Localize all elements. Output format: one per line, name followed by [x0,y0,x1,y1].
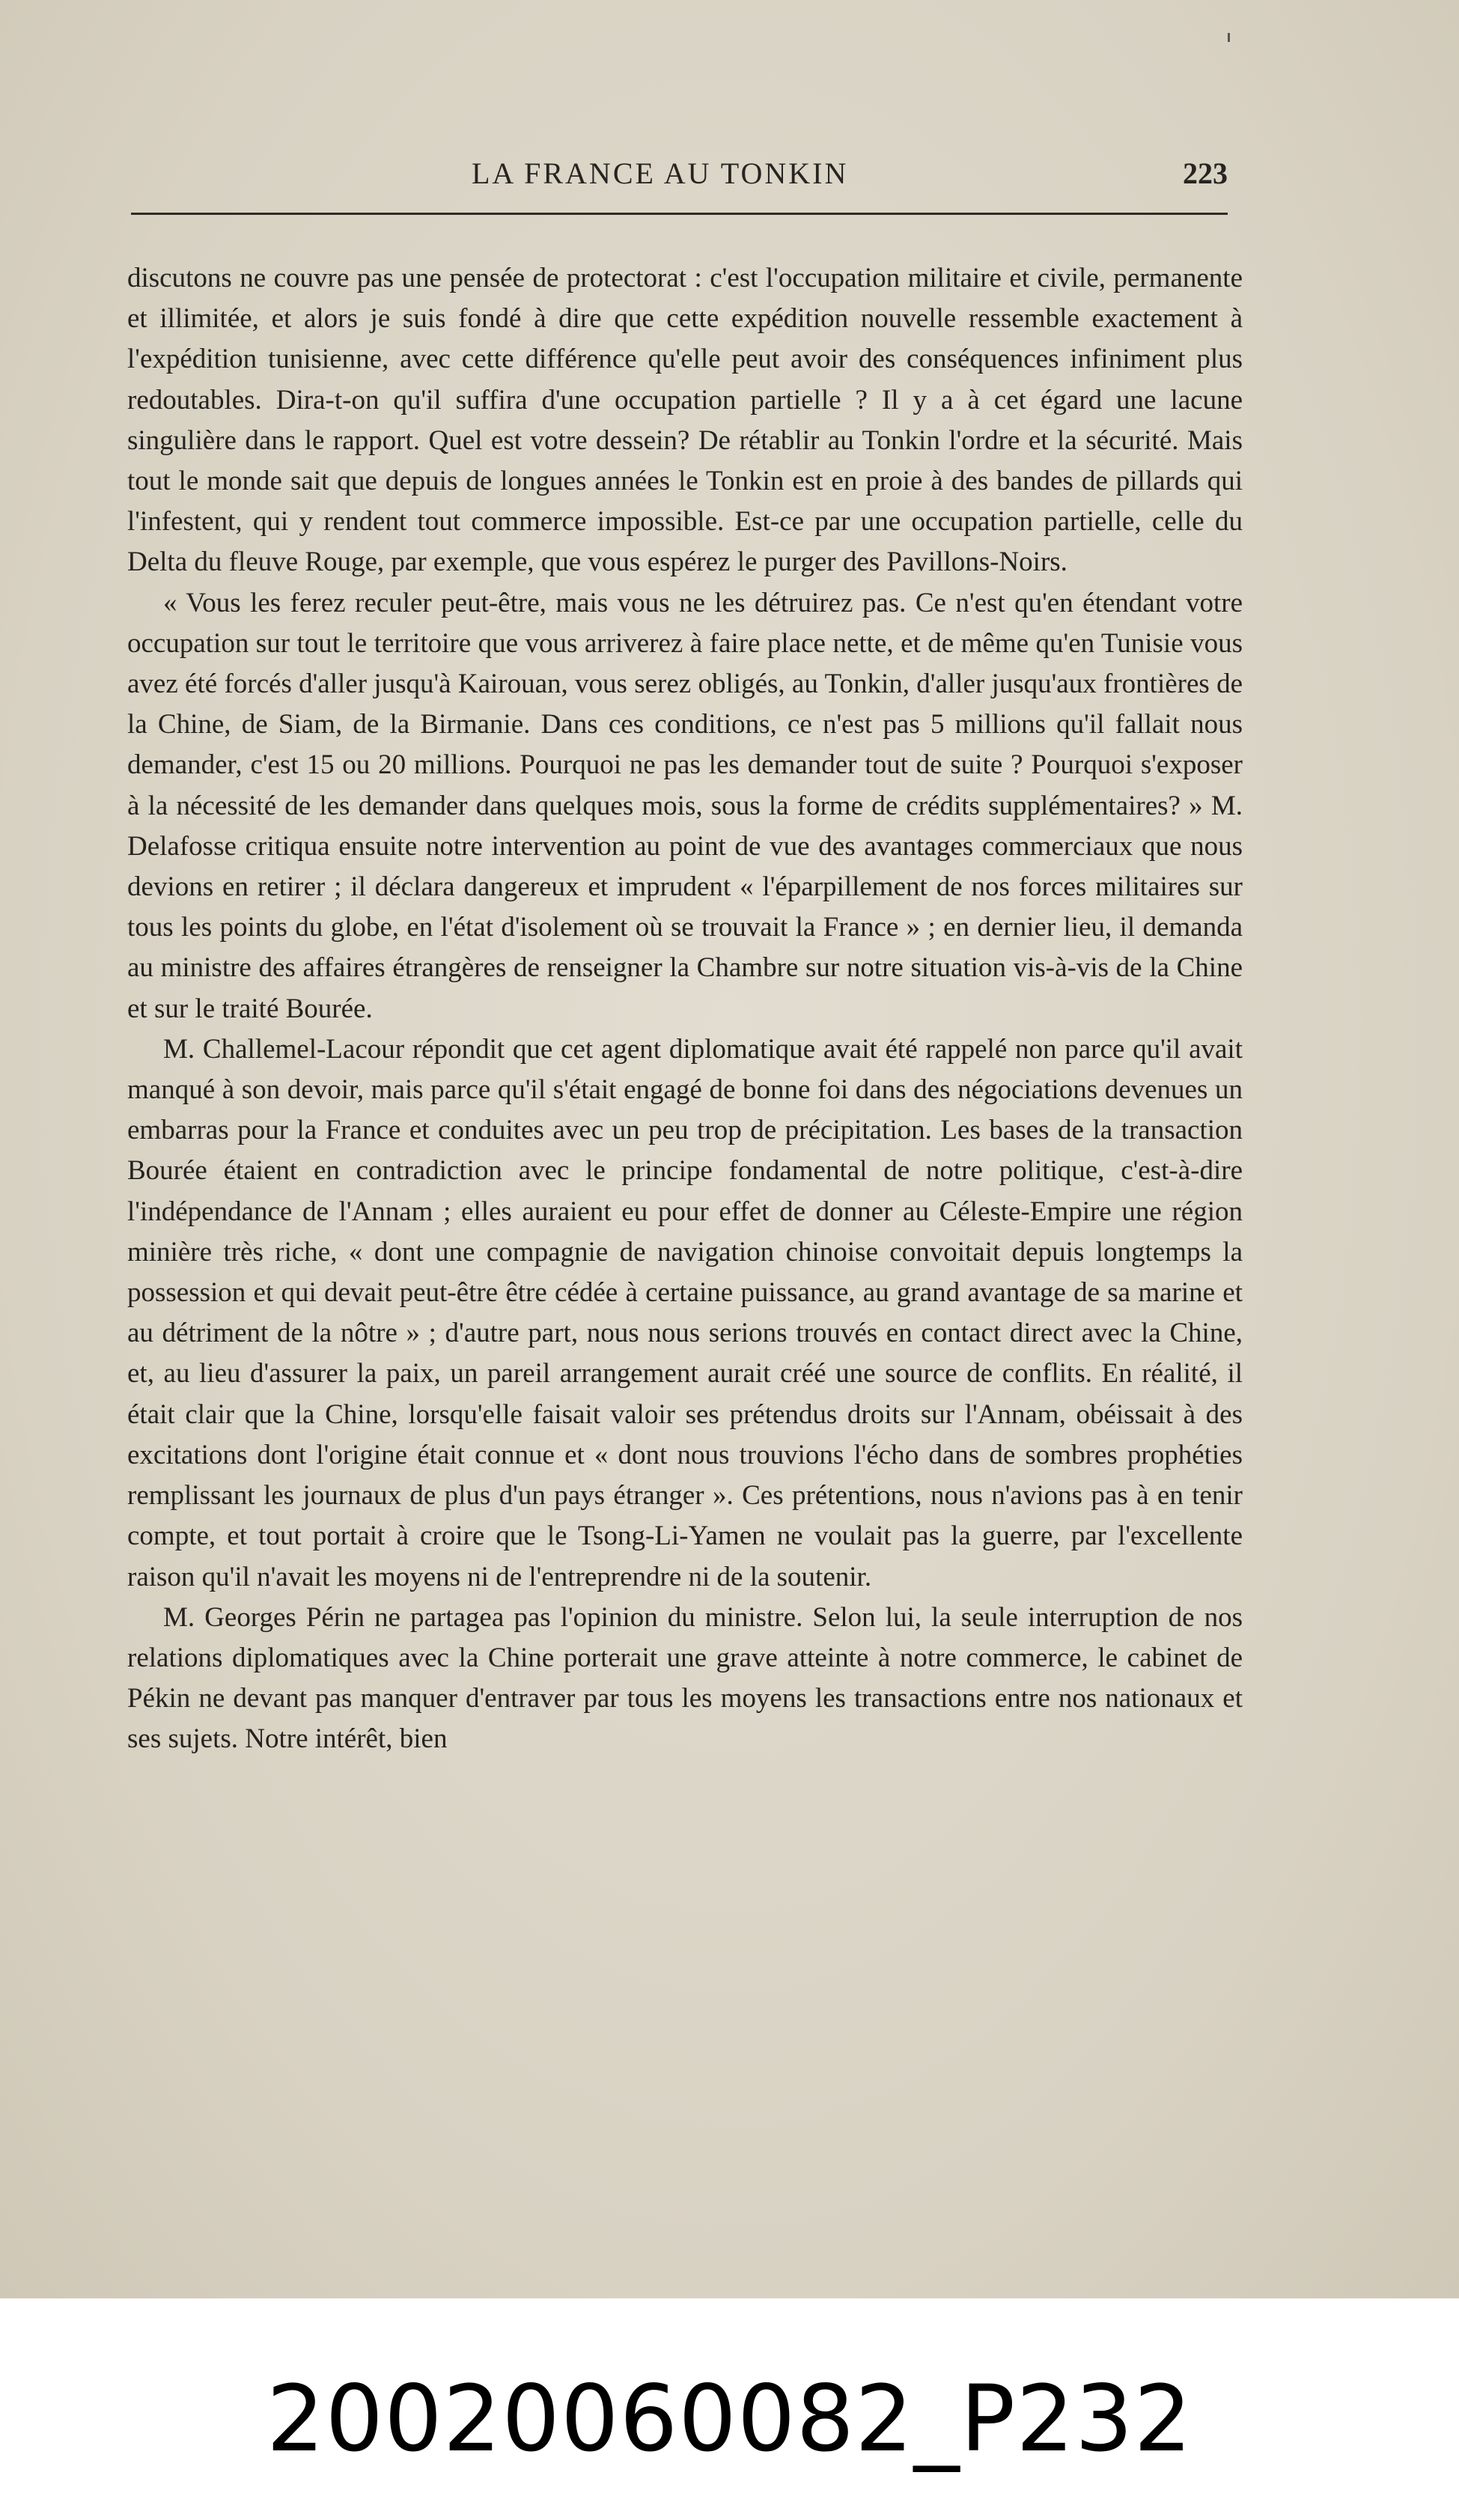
running-title: LA FRANCE AU TONKIN [472,156,849,190]
body-text [127,258,1243,1760]
scan-mark [1228,33,1230,42]
file-label: 20020060082_P232 [266,2366,1193,2472]
paragraph-3: M. Challemel-Lacour répondit que cet agent diplomatique avait été rappelé non parce qu'il avait manqué à son devoir, mais parce qu'il s'était engagé de bonne foi dans des négociations devenues un embarras pour la France et conduites avec un peu trop de précipitation. Les bases de la transaction Bourée étaient en contradiction avec le principe fondamental de notre politique, c'est-à-dire l'indépendance de l'Annam ; elles auraient eu pour effet de donner au Céleste-Empire une région minière très riche, « dont une compagnie de navigation chinoise convoitait depuis longtemps la possession et qui devait peut-être être cédée à certaine puissance, au grand avantage de sa marine et au détriment de la nôtre » ; d'autre part, nous nous serions trouvés en contact direct avec la Chine, et, au lieu d'assurer la paix, un pareil arrangement aurait créé une source de conflits. En réalité, il était clair que la Chine, lorsqu'elle faisait valoir ses prétendus droits sur l'Annam, obéissait à des excitations dont l'origine était connue et « dont nous trouvions l'écho dans de sombres prophéties remplissant les journaux de plus d'un pays étranger ». Ces prétentions, nous n'avions pas à en tenir compte, et tout portait à croire que le Tsong-Li-Yamen ne voulait pas la guerre, par l'excellente raison qu'il n'avait les moyens ni de l'entreprendre ni de la soutenir. [127,1033,1243,1592]
header-rule [131,213,1228,215]
page-number: 223 [1183,156,1228,190]
paragraph-2: « Vous les ferez reculer peut-être, mais vous ne les détruirez pas. Ce n'est qu'en étendant votre occupation sur tout le territoire que vous arriverez à faire place nette, et de même qu'en Tunisie vous avez été forcés d'aller jusqu'à Kairouan, vous serez obligés, au Tonkin, d'aller jusqu'aux frontières de la Chine, de Siam, de la Birmanie. Dans ces conditions, ce n'est pas 5 millions qu'il fallait nous demander, c'est 15 ou 20 millions. Pourquoi ne pas les demander tout de suite ? Pourquoi s'exposer à la nécessité de les demander dans quelques mois, sous la forme de crédits supplémentaires? » M. Delafosse critiqua ensuite notre intervention au point de vue des avantages commerciaux que nous devions en retirer ; il déclara dangereux et imprudent « l'éparpillement de nos forces militaires sur tous les points du globe, en l'état d'isolement où se trouvait la France » ; en dernier lieu, il demanda au ministre des affaires étrangères de renseigner la Chambre sur notre situation vis-à-vis de la Chine et sur le traité Bourée. [127,587,1243,1024]
paragraph-4: M. Georges Périn ne partagea pas l'opinion du ministre. Selon lui, la seule interruption de nos relations diplomatiques avec la Chine porterait une grave atteinte à notre commerce, le cabinet de Pékin ne devant pas manquer d'entraver par tous les moyens les transactions entre nos nationaux et ses sujets. Notre intérêt, bien [127,1601,1243,1755]
running-head [127,148,1228,201]
paragraph-1: discutons ne couvre pas une pensée de protectorat : c'est l'occupation militaire et civile, permanente et illimitée, et alors je suis fondé à dire que cette expédition nouvelle ressemble exactement à l'expédition tunisienne, avec cette différence qu'elle peut avoir des conséquences infiniment plus redoutables. Dira-t-on qu'il suffira d'une occupation partielle ? Il y a à cet égard une lacune singulière dans le rapport. Quel est votre dessein? De rétablir au Tonkin l'ordre et la sécurité. Mais tout le monde sait que depuis de longues années le Tonkin est en proie à des bandes de pillards qui l'infestent, qui y rendent tout commerce impossible. Est-ce par une occupation partielle, celle du Delta du fleuve Rouge, par exemple, que vous espérez le purger des Pavillons-Noirs. [127,263,1243,578]
